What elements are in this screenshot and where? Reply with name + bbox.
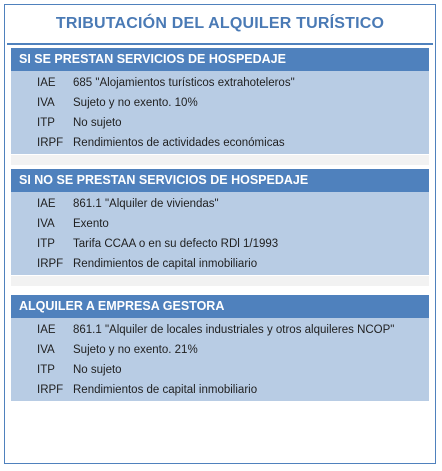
section-body-empresa-gestora bbox=[11, 318, 429, 401]
table-row bbox=[11, 74, 429, 92]
tax-value: Rendimientos de capital inmobiliario bbox=[73, 258, 258, 270]
tax-label: ITP bbox=[37, 364, 55, 376]
tax-label: IAE bbox=[37, 77, 56, 89]
table-row bbox=[11, 381, 429, 399]
tax-value: 861.1 "Alquiler de locales industriales y otros alquileres NCOP" bbox=[73, 324, 395, 336]
tax-value: Sujeto y no exento. 21% bbox=[73, 344, 198, 356]
tax-label: ITP bbox=[37, 117, 55, 129]
tax-label: IVA bbox=[37, 218, 55, 230]
section-gap bbox=[11, 276, 429, 286]
tax-label: IRPF bbox=[37, 137, 64, 149]
tax-value: 861.1 "Alquiler de viviendas" bbox=[73, 198, 219, 210]
tax-label: IAE bbox=[37, 198, 56, 210]
table-row bbox=[11, 215, 429, 233]
tax-label: IRPF bbox=[37, 384, 64, 396]
tax-label: IVA bbox=[37, 97, 55, 109]
table-row bbox=[11, 361, 429, 379]
tax-value: No sujeto bbox=[73, 117, 122, 129]
section-header-hospedaje: SI SE PRESTAN SERVICIOS DE HOSPEDAJE bbox=[11, 48, 429, 71]
table-row bbox=[11, 341, 429, 359]
section-body-no-hospedaje bbox=[11, 192, 429, 275]
tax-value: Rendimientos de actividades económicas bbox=[73, 137, 285, 149]
tax-value: 685 "Alojamientos turísticos extrahoteleros" bbox=[73, 77, 295, 89]
table-row bbox=[11, 94, 429, 112]
tax-value: Tarifa CCAA o en su defecto RDl 1/1993 bbox=[73, 238, 279, 250]
tax-label: IRPF bbox=[37, 258, 64, 270]
section-header-no-hospedaje: SI NO SE PRESTAN SERVICIOS DE HOSPEDAJE bbox=[11, 169, 429, 192]
table-row bbox=[11, 134, 429, 152]
tax-label: ITP bbox=[37, 238, 55, 250]
table-row bbox=[11, 321, 429, 339]
tax-value: No sujeto bbox=[73, 364, 122, 376]
tax-label: IAE bbox=[37, 324, 56, 336]
section-gap bbox=[11, 155, 429, 165]
table-row bbox=[11, 235, 429, 253]
tax-label: IVA bbox=[37, 344, 55, 356]
table-row bbox=[11, 195, 429, 213]
tax-summary-table bbox=[4, 4, 436, 464]
tax-value: Sujeto y no exento. 10% bbox=[73, 97, 198, 109]
table-row bbox=[11, 255, 429, 273]
tax-value: Rendimientos de capital inmobiliario bbox=[73, 384, 258, 396]
table-row bbox=[11, 114, 429, 132]
table-title: TRIBUTACIÓN DEL ALQUILER TURÍSTICO bbox=[55, 15, 385, 32]
section-header-empresa-gestora: ALQUILER A EMPRESA GESTORA bbox=[11, 295, 429, 318]
title-divider bbox=[7, 43, 433, 45]
section-body-hospedaje bbox=[11, 71, 429, 154]
tax-value: Exento bbox=[73, 218, 109, 230]
